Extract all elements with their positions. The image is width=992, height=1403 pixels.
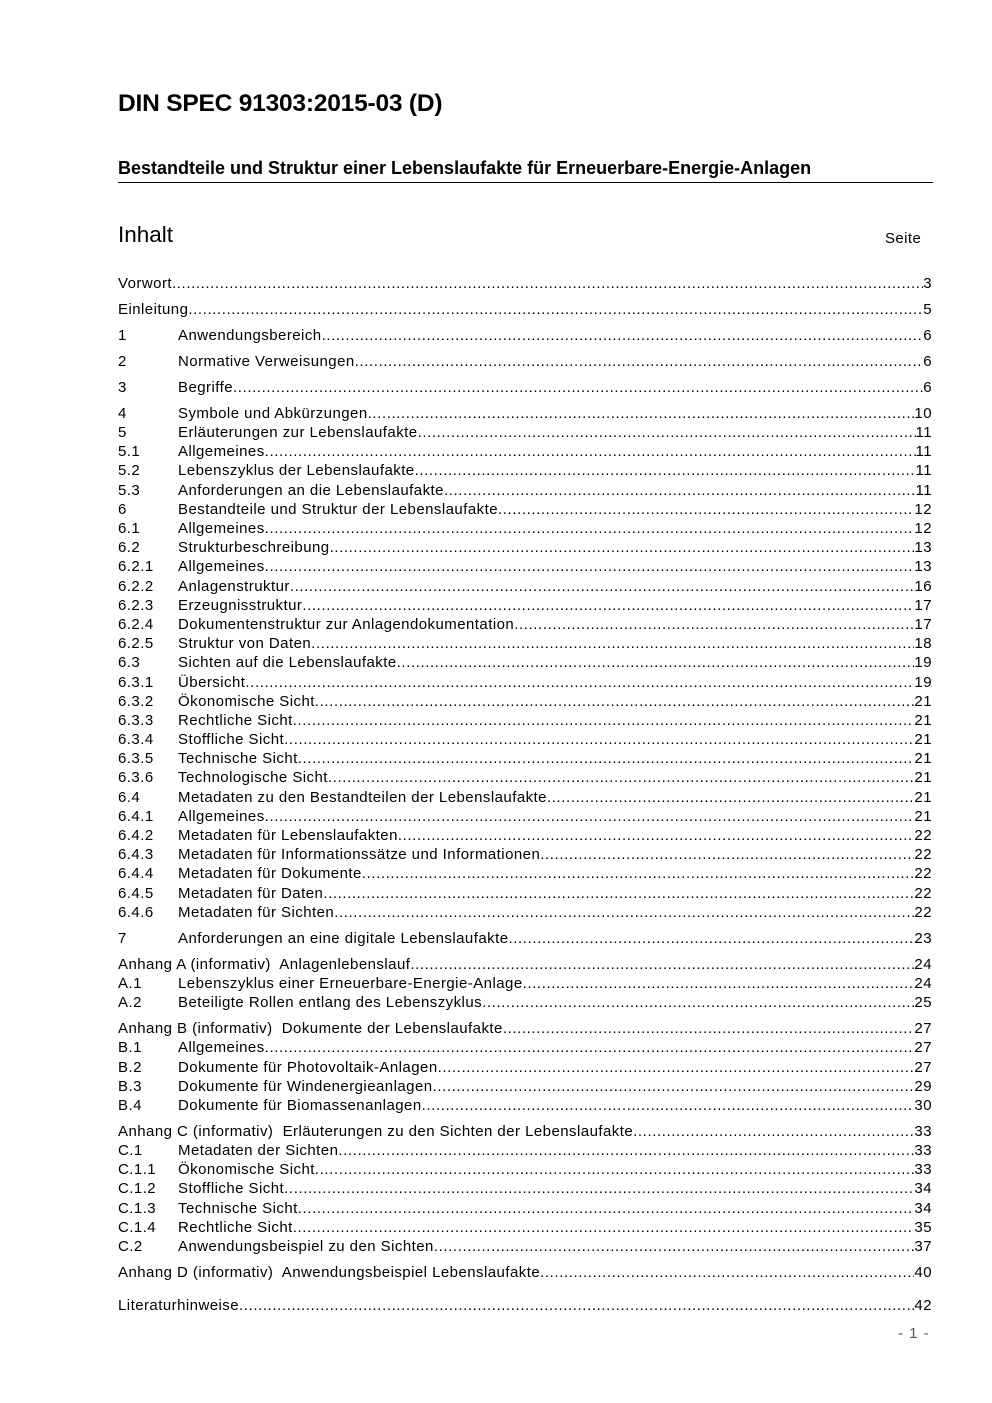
- toc-entry-title: Allgemeines: [178, 520, 265, 538]
- toc-entry-page: 27: [914, 1058, 932, 1076]
- toc-entry[interactable]: [118, 974, 932, 993]
- toc-entry-number: C.1: [118, 1142, 143, 1160]
- toc-entry-number: 7: [118, 929, 127, 947]
- dot-leader: [265, 442, 916, 461]
- toc-group: [118, 1019, 932, 1115]
- toc-entry-number: 6.2: [118, 539, 141, 557]
- toc-entry-page: 21: [914, 692, 932, 710]
- toc-entry-title: Bestandteile und Struktur der Lebenslaufakte: [178, 500, 498, 518]
- toc-entry-page: 35: [914, 1218, 932, 1236]
- dot-leader: [315, 1160, 915, 1179]
- toc-entry-title: Anhang C (informativ) Erläuterungen zu den Sichten der Lebenslaufakte: [118, 1122, 634, 1140]
- toc-entry-title: Sichten auf die Lebenslaufakte: [178, 654, 397, 672]
- toc-entry-page: 25: [914, 994, 932, 1012]
- toc-entry-page: 22: [914, 827, 932, 845]
- dot-leader: [328, 768, 914, 787]
- toc-entry-page: 33: [914, 1142, 932, 1160]
- toc-entry-page: 24: [914, 974, 932, 992]
- toc-entry[interactable]: [118, 615, 932, 634]
- toc-entry-number: 6.2.5: [118, 635, 154, 653]
- toc-entry-number: 6.4.5: [118, 884, 154, 902]
- dot-leader: [290, 577, 915, 596]
- toc-entry[interactable]: [118, 673, 932, 692]
- dot-leader: [438, 1058, 915, 1077]
- toc-entry-number: C.1.1: [118, 1161, 157, 1179]
- dot-leader: [503, 1019, 915, 1038]
- toc-entry-page: 29: [914, 1077, 932, 1095]
- toc-entry[interactable]: [118, 864, 932, 883]
- toc-entry[interactable]: [118, 423, 932, 442]
- toc-entry-page: 33: [914, 1122, 932, 1140]
- toc-entry[interactable]: [118, 993, 932, 1012]
- toc-entry[interactable]: [118, 955, 932, 974]
- toc-entry-page: 21: [914, 788, 932, 806]
- toc-entry-page: 37: [914, 1237, 932, 1255]
- dot-leader: [265, 1038, 915, 1057]
- dot-leader: [415, 461, 916, 480]
- toc-entry[interactable]: [118, 442, 932, 461]
- toc-entry-page: 19: [914, 673, 932, 691]
- page-column-label: Seite: [885, 230, 922, 247]
- dot-leader: [298, 749, 915, 768]
- toc-entry-page: 3: [923, 275, 932, 292]
- toc-entry-title: Metadaten für Informationssätze und Informationen: [178, 846, 541, 864]
- toc-entry-title: Anhang A (informativ) Anlagenlebenslauf: [118, 955, 411, 973]
- toc-entry-title: Anforderungen an die Lebenslaufakte: [178, 481, 444, 499]
- toc-entry[interactable]: [118, 634, 932, 653]
- toc-entry-number: 5.1: [118, 443, 141, 461]
- dot-leader: [482, 993, 914, 1012]
- toc-entry[interactable]: [118, 826, 932, 845]
- dot-leader: [633, 1122, 914, 1141]
- toc-entry-title: Struktur von Daten: [178, 635, 312, 653]
- dot-leader: [398, 826, 915, 845]
- toc-entry-title: Einleitung: [118, 300, 189, 318]
- dot-leader: [422, 1096, 915, 1115]
- toc-entry-title: Dokumente für Photovoltaik-Anlagen: [178, 1058, 438, 1076]
- toc-entry-page: 42: [914, 1296, 932, 1314]
- toc-heading: Inhalt: [118, 222, 174, 247]
- dot-leader: [355, 352, 924, 371]
- toc-group: [118, 404, 932, 922]
- dot-leader: [410, 955, 914, 974]
- toc-entry-title: Dokumente für Biomassenanlagen: [178, 1096, 422, 1114]
- toc-entry-page: 18: [914, 635, 932, 653]
- toc-entry[interactable]: [118, 653, 932, 672]
- toc-entry-number: 4: [118, 404, 127, 422]
- toc-entry[interactable]: [118, 557, 932, 576]
- toc-entry-page: 34: [914, 1180, 932, 1198]
- dot-leader: [172, 274, 923, 293]
- toc-entry[interactable]: [118, 577, 932, 596]
- toc-entry[interactable]: [118, 730, 932, 749]
- toc-entry-number: 6.3.5: [118, 750, 154, 768]
- dot-leader: [509, 929, 915, 948]
- dot-leader: [302, 596, 914, 615]
- toc-group: [118, 1296, 932, 1315]
- toc-entry-page: 16: [914, 577, 932, 595]
- table-of-contents: [118, 274, 932, 1315]
- toc-entry-title: Technische Sicht: [178, 750, 298, 768]
- toc-entry-page: 24: [914, 955, 932, 973]
- toc-entry[interactable]: [118, 929, 932, 948]
- toc-entry[interactable]: [118, 500, 932, 519]
- dot-leader: [322, 326, 924, 345]
- toc-entry[interactable]: [118, 1296, 932, 1315]
- dot-leader: [323, 884, 914, 903]
- toc-entry-title: Anhang B (informativ) Dokumente der Lebenslaufakte: [118, 1020, 503, 1038]
- toc-entry-number: 6.4: [118, 788, 141, 806]
- toc-entry-page: 30: [914, 1096, 932, 1114]
- toc-entry-page: 6: [923, 326, 932, 344]
- toc-entry-number: 6.2.1: [118, 558, 154, 576]
- dot-leader: [498, 500, 914, 519]
- toc-entry-number: 6.4.4: [118, 865, 154, 883]
- toc-entry-title: Lebenszyklus einer Erneuerbare-Energie-Anlage: [178, 974, 523, 992]
- toc-entry-title: Technologische Sicht: [178, 769, 328, 787]
- toc-entry-page: 19: [914, 654, 932, 672]
- toc-entry-title: Ökonomische Sicht: [178, 1161, 315, 1179]
- toc-entry-title: Allgemeines: [178, 1039, 265, 1057]
- toc-entry-number: A.1: [118, 974, 142, 992]
- toc-entry[interactable]: [118, 538, 932, 557]
- toc-entry[interactable]: [118, 1237, 932, 1256]
- toc-entry-number: B.2: [118, 1058, 142, 1076]
- toc-entry-number: C.1.3: [118, 1199, 157, 1217]
- toc-entry-title: Rechtliche Sicht: [178, 711, 293, 729]
- toc-entry-number: 6.4.6: [118, 903, 154, 921]
- toc-entry-number: 2: [118, 352, 127, 370]
- toc-entry-title: Symbole und Abkürzungen: [178, 404, 368, 422]
- toc-entry[interactable]: [118, 596, 932, 615]
- dot-leader: [540, 845, 914, 864]
- toc-entry-title: Metadaten der Sichten: [178, 1142, 339, 1160]
- toc-entry[interactable]: [118, 326, 932, 345]
- toc-group: [118, 378, 932, 397]
- toc-entry-page: 27: [914, 1039, 932, 1057]
- toc-group: [118, 326, 932, 345]
- toc-group: [118, 1263, 932, 1282]
- dot-leader: [368, 404, 915, 423]
- toc-entry[interactable]: [118, 1179, 932, 1198]
- toc-entry-title: Technische Sicht: [178, 1199, 298, 1217]
- toc-entry[interactable]: [118, 903, 932, 922]
- dot-leader: [315, 692, 915, 711]
- toc-entry-number: 6.3.2: [118, 692, 154, 710]
- toc-entry-number: 6: [118, 500, 127, 518]
- toc-entry[interactable]: [118, 1058, 932, 1077]
- toc-entry-page: 12: [914, 500, 932, 518]
- toc-entry[interactable]: [118, 749, 932, 768]
- page-number-footer: - 1 -: [898, 1325, 930, 1342]
- toc-entry-title: Übersicht: [178, 673, 246, 691]
- toc-entry-page: 11: [915, 462, 932, 480]
- toc-entry[interactable]: [118, 1263, 932, 1282]
- toc-entry-number: 6.4.3: [118, 846, 154, 864]
- toc-entry-number: B.4: [118, 1096, 142, 1114]
- toc-entry-title: Anwendungsbereich: [178, 326, 322, 344]
- toc-entry[interactable]: [118, 352, 932, 371]
- toc-entry[interactable]: [118, 300, 932, 319]
- toc-entry-title: Stoffliche Sicht: [178, 731, 285, 749]
- toc-entry[interactable]: [118, 1141, 932, 1160]
- toc-entry-number: C.2: [118, 1237, 143, 1255]
- toc-entry[interactable]: [118, 1077, 932, 1096]
- toc-group: [118, 300, 932, 319]
- dot-leader: [418, 423, 916, 442]
- toc-group: [118, 352, 932, 371]
- toc-entry-number: 6.3.1: [118, 673, 154, 691]
- toc-entry-number: 6.2.4: [118, 615, 154, 633]
- toc-entry[interactable]: [118, 404, 932, 423]
- toc-entry-title: Allgemeines: [178, 443, 265, 461]
- dot-leader: [284, 1179, 914, 1198]
- toc-entry-title: Strukturbeschreibung: [178, 539, 330, 557]
- toc-entry-page: 21: [914, 711, 932, 729]
- toc-entry-page: 22: [914, 846, 932, 864]
- toc-entry-number: C.1.4: [118, 1218, 157, 1236]
- toc-entry-title: Ökonomische Sicht: [178, 692, 315, 710]
- toc-entry[interactable]: [118, 1019, 932, 1038]
- toc-entry-number: 5.3: [118, 481, 141, 499]
- toc-entry-title: Stoffliche Sicht: [178, 1180, 285, 1198]
- toc-entry-title: Literaturhinweise: [118, 1296, 240, 1314]
- toc-entry-number: B.1: [118, 1039, 142, 1057]
- dot-leader: [540, 1263, 914, 1282]
- toc-entry-title: Metadaten für Dokumente: [178, 865, 362, 883]
- toc-entry-title: Rechtliche Sicht: [178, 1218, 293, 1236]
- toc-entry-page: 13: [914, 558, 932, 576]
- dot-leader: [547, 788, 914, 807]
- toc-entry-page: 11: [915, 443, 932, 461]
- toc-entry-title: Lebenszyklus der Lebenslaufakte: [178, 462, 415, 480]
- dot-leader: [265, 557, 915, 576]
- toc-entry-page: 10: [914, 404, 932, 422]
- dot-leader: [433, 1077, 915, 1096]
- toc-entry-title: Allgemeines: [178, 558, 265, 576]
- toc-entry-page: 6: [923, 378, 932, 396]
- toc-entry[interactable]: [118, 711, 932, 730]
- toc-entry-title: Dokumentenstruktur zur Anlagendokumentation: [178, 615, 515, 633]
- toc-entry-number: 6.2.2: [118, 577, 154, 595]
- toc-entry-number: 6.3.4: [118, 731, 154, 749]
- toc-entry-title: Anforderungen an eine digitale Lebenslaufakte: [178, 929, 509, 947]
- toc-entry-page: 34: [914, 1199, 932, 1217]
- toc-group: [118, 274, 932, 293]
- dot-leader: [239, 1296, 914, 1315]
- toc-entry-title: Metadaten zu den Bestandteilen der Lebenslaufakte: [178, 788, 547, 806]
- toc-entry-page: 12: [914, 520, 932, 538]
- toc-entry-number: 1: [118, 326, 127, 344]
- toc-entry[interactable]: [118, 884, 932, 903]
- dot-leader: [245, 673, 914, 692]
- dot-leader: [265, 519, 915, 538]
- dot-leader: [265, 807, 915, 826]
- toc-entry-number: 5.2: [118, 462, 141, 480]
- toc-entry-number: 5: [118, 424, 127, 442]
- toc-entry-number: 6.1: [118, 520, 141, 538]
- toc-entry-number: 3: [118, 378, 127, 396]
- toc-entry-page: 17: [914, 615, 932, 633]
- dot-leader: [514, 615, 914, 634]
- toc-group: [118, 955, 932, 1013]
- toc-entry-number: 6.2.3: [118, 596, 154, 614]
- toc-entry[interactable]: [118, 1038, 932, 1057]
- toc-entry-page: 6: [923, 352, 932, 370]
- toc-entry[interactable]: [118, 1218, 932, 1237]
- toc-entry[interactable]: [118, 1160, 932, 1179]
- toc-group: [118, 929, 932, 948]
- toc-entry[interactable]: [118, 768, 932, 787]
- toc-entry-title: Metadaten für Sichten: [178, 903, 335, 921]
- toc-entry-page: 21: [914, 769, 932, 787]
- dot-leader: [444, 481, 916, 500]
- toc-entry-page: 27: [914, 1020, 932, 1038]
- toc-entry-page: 11: [915, 481, 932, 499]
- toc-entry-number: 6.4.2: [118, 827, 154, 845]
- toc-entry-title: Anhang D (informativ) Anwendungsbeispiel Lebenslaufakte: [118, 1263, 541, 1281]
- toc-entry[interactable]: [118, 807, 932, 826]
- toc-entry-number: A.2: [118, 994, 142, 1012]
- toc-entry-page: 33: [914, 1161, 932, 1179]
- dot-leader: [434, 1237, 915, 1256]
- dot-leader: [311, 634, 914, 653]
- toc-entry-title: Erläuterungen zur Lebenslaufakte: [178, 424, 418, 442]
- toc-entry[interactable]: [118, 1122, 932, 1141]
- toc-entry-page: 13: [914, 539, 932, 557]
- dot-leader: [293, 1218, 915, 1237]
- dot-leader: [298, 1199, 915, 1218]
- toc-entry[interactable]: [118, 519, 932, 538]
- document-id: DIN SPEC 91303:2015-03 (D): [118, 90, 443, 117]
- toc-entry-page: 22: [914, 884, 932, 902]
- dot-leader: [338, 1141, 914, 1160]
- toc-entry-title: Normative Verweisungen: [178, 352, 355, 370]
- toc-entry-title: Metadaten für Lebenslaufakten: [178, 827, 398, 845]
- toc-entry-page: 17: [914, 596, 932, 614]
- dot-leader: [397, 653, 915, 672]
- toc-entry-title: Begriffe: [178, 378, 234, 396]
- toc-entry-number: 6.3.3: [118, 711, 154, 729]
- toc-entry-page: 22: [914, 865, 932, 883]
- dot-leader: [330, 538, 915, 557]
- toc-entry[interactable]: [118, 378, 932, 397]
- toc-entry-page: 5: [923, 300, 932, 318]
- toc-entry-title: Vorwort: [118, 275, 173, 292]
- toc-entry-title: Anwendungsbeispiel zu den Sichten: [178, 1237, 434, 1255]
- dot-leader: [362, 864, 915, 883]
- toc-entry[interactable]: [118, 274, 932, 293]
- toc-entry[interactable]: [118, 461, 932, 480]
- toc-entry-title: Allgemeines: [178, 807, 265, 825]
- toc-entry-title: Beteiligte Rollen entlang des Lebenszyklus: [178, 994, 483, 1012]
- toc-entry-page: 23: [914, 929, 932, 947]
- toc-entry[interactable]: [118, 1096, 932, 1115]
- toc-entry-page: 21: [914, 750, 932, 768]
- toc-group: [118, 1122, 932, 1256]
- dot-leader: [233, 378, 923, 397]
- toc-entry-number: 6.4.1: [118, 807, 154, 825]
- dot-leader: [293, 711, 915, 730]
- toc-entry-title: Erzeugnisstruktur: [178, 596, 303, 614]
- toc-entry[interactable]: [118, 788, 932, 807]
- toc-entry-number: C.1.2: [118, 1180, 157, 1198]
- toc-entry[interactable]: [118, 692, 932, 711]
- toc-entry-page: 21: [914, 807, 932, 825]
- toc-entry-page: 22: [914, 903, 932, 921]
- dot-leader: [188, 300, 923, 319]
- toc-entry-number: 6.3: [118, 654, 141, 672]
- toc-entry-page: 21: [914, 731, 932, 749]
- document-subtitle: Bestandteile und Struktur einer Lebenslaufakte für Erneuerbare-Energie-Anlagen: [118, 158, 933, 183]
- dot-leader: [284, 730, 914, 749]
- toc-entry-page: 40: [914, 1263, 932, 1281]
- toc-entry[interactable]: [118, 481, 932, 500]
- toc-entry-title: Metadaten für Daten: [178, 884, 324, 902]
- toc-entry-number: 6.3.6: [118, 769, 154, 787]
- dot-leader: [334, 903, 914, 922]
- toc-entry-number: B.3: [118, 1077, 142, 1095]
- toc-entry[interactable]: [118, 845, 932, 864]
- toc-entry[interactable]: [118, 1199, 932, 1218]
- dot-leader: [523, 974, 915, 993]
- toc-entry-page: 11: [915, 424, 932, 442]
- toc-entry-title: Anlagenstruktur: [178, 577, 290, 595]
- toc-entry-title: Dokumente für Windenergieanlagen: [178, 1077, 433, 1095]
